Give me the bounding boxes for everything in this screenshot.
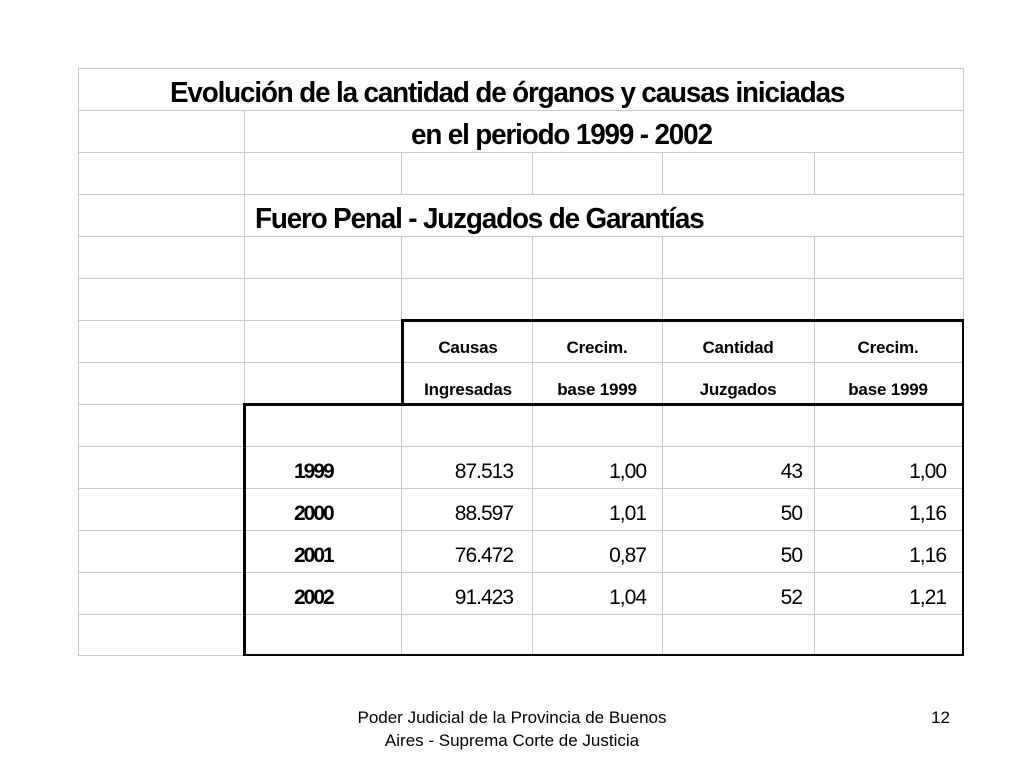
header-cantidad-line1: Cantidad (702, 338, 774, 357)
crecim-causas-value: 1,04 (609, 586, 646, 609)
causas-value: 76.472 (454, 544, 513, 567)
juzgados-value: 50 (780, 544, 802, 567)
causas-value: 91.423 (454, 586, 513, 609)
subtitle: Fuero Penal - Juzgados de Garantías (255, 203, 704, 235)
juzgados-value: 50 (780, 502, 802, 525)
row-year: 2002 (294, 586, 333, 609)
crecim-causas-value: 1,00 (609, 460, 646, 483)
page-number: 12 (931, 708, 950, 727)
header-cantidad-line2: Juzgados (699, 380, 777, 399)
header-causas-line1: Causas (438, 338, 498, 357)
crecim-juzgados-value: 1,21 (909, 586, 946, 609)
header-crecim-juzgados-line2: base 1999 (848, 380, 928, 399)
header-crecim-juzgados-line1: Crecim. (857, 338, 919, 357)
crecim-juzgados-value: 1,16 (909, 502, 946, 525)
title-line-1: Evolución de la cantidad de órganos y causas iniciadas (170, 77, 845, 109)
row-year: 2001 (294, 544, 333, 567)
causas-value: 87.513 (454, 460, 513, 483)
juzgados-value: 52 (780, 586, 802, 609)
crecim-juzgados-value: 1,16 (909, 544, 946, 567)
header-causas-line2: Ingresadas (424, 380, 512, 399)
crecim-causas-value: 1,01 (609, 502, 646, 525)
crecim-juzgados-value: 1,00 (909, 460, 946, 483)
footer-text: Poder Judicial de la Provincia de Buenos Aires - Suprema Corte de Justicia (357, 708, 667, 750)
row-year: 2000 (294, 502, 333, 525)
title-line-2: en el periodo 1999 - 2002 (411, 119, 712, 151)
header-crecim-causas-line2: base 1999 (557, 380, 637, 399)
causas-value: 88.597 (454, 502, 513, 525)
header-crecim-causas-line1: Crecim. (566, 338, 628, 357)
row-year: 1999 (294, 460, 333, 483)
crecim-causas-value: 0,87 (609, 544, 646, 567)
spreadsheet-table (78, 68, 964, 656)
juzgados-value: 43 (780, 460, 802, 483)
